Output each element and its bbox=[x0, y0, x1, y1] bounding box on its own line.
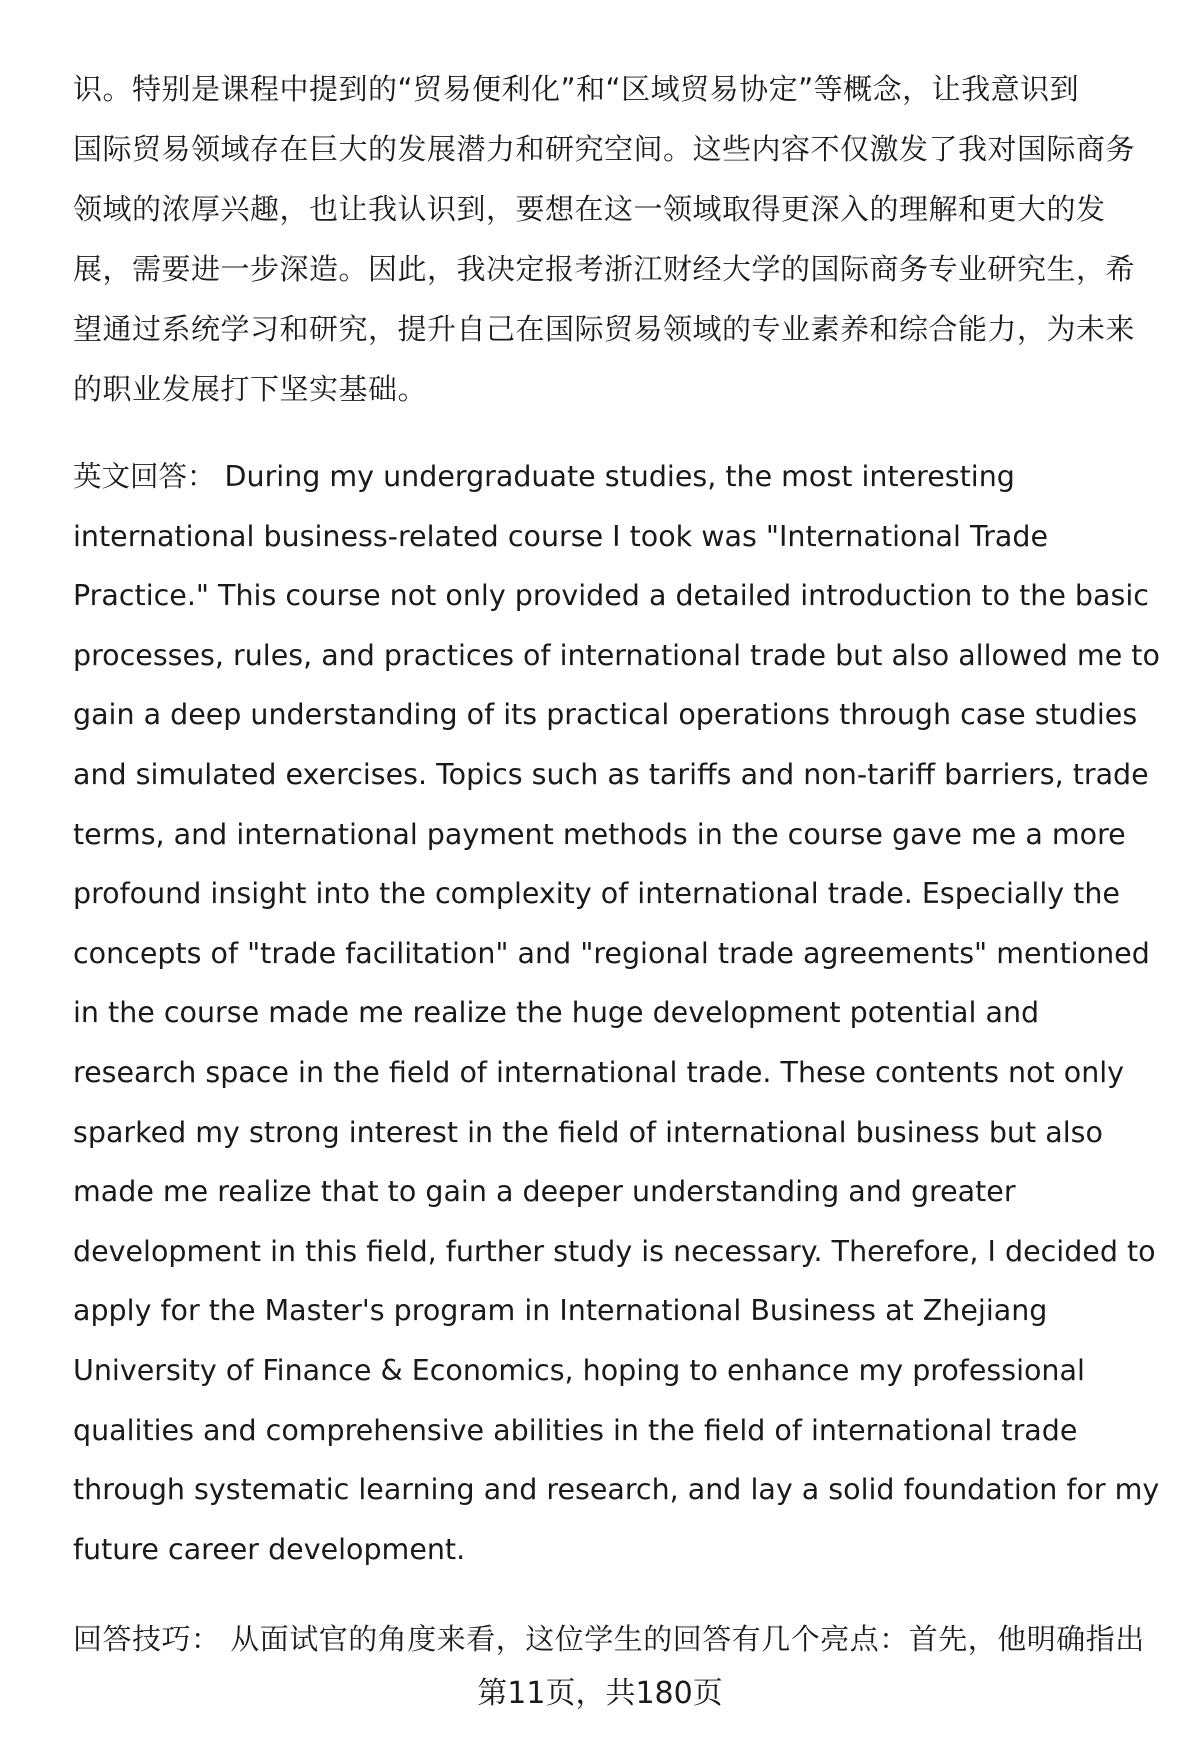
english-answer-line: 英文回答： During my undergraduate studies, the most interesting bbox=[73, 460, 1015, 493]
chinese-paragraph-line: 的职业发展打下坚实基础。 bbox=[73, 372, 428, 406]
english-answer-line: terms, and international payment methods in the course gave me a more bbox=[73, 817, 1126, 851]
english-answer-line: qualities and comprehensive abilities in the field of international trade bbox=[73, 1413, 1078, 1447]
english-answer-line: made me realize that to gain a deeper understanding and greater bbox=[73, 1175, 1016, 1209]
english-answer-line: gain a deep understanding of its practical operations through case studies bbox=[73, 698, 1138, 732]
chinese-paragraph-line: 展，需要进一步深造。因此，我决定报考浙江财经大学的国际商务专业研究生，希 bbox=[73, 252, 1136, 286]
english-answer-line: concepts of "trade facilitation" and "regional trade agreements" mentioned bbox=[73, 936, 1150, 970]
english-answer-line: future career development. bbox=[73, 1532, 466, 1566]
chinese-paragraph-line: 国际贸易领域存在巨大的发展潜力和研究空间。这些内容不仅激发了我对国际商务 bbox=[73, 132, 1136, 166]
english-answer-line: and simulated exercises. Topics such as tariffs and non-tariff barriers, trade bbox=[73, 758, 1149, 791]
english-answer-line: research space in the field of international trade. These contents not only bbox=[73, 1056, 1125, 1089]
chinese-paragraph-line: 识。特别是课程中提到的“贸易便利化”和“区域贸易协定”等概念，让我意识到 bbox=[73, 72, 1080, 106]
answer-tips-line: 回答技巧： 从面试官的角度来看，这位学生的回答有几个亮点：首先，他明确指出 bbox=[73, 1622, 1145, 1656]
english-answer-line: apply for the Master's program in International Business at Zhejiang bbox=[73, 1294, 1048, 1328]
english-answer-line: profound insight into the complexity of international trade. Especially the bbox=[73, 877, 1120, 911]
english-answer-line: processes, rules, and practices of international trade but also allowed me to bbox=[73, 638, 1160, 672]
english-answer-line: in the course made me realize the huge development potential and bbox=[73, 996, 1040, 1030]
page-number-footer: 第11页，共180页 bbox=[477, 1676, 723, 1711]
english-answer-line: University of Finance & Economics, hoping to enhance my professional bbox=[73, 1354, 1085, 1387]
english-answer-line: through systematic learning and research, and lay a solid foundation for my bbox=[73, 1473, 1160, 1507]
english-answer-line: sparked my strong interest in the field of international business but also bbox=[73, 1115, 1103, 1149]
english-answer-line: international business-related course I took was "International Trade bbox=[73, 519, 1049, 553]
english-answer-line: development in this field, further study is necessary. Therefore, I decided to bbox=[73, 1234, 1156, 1268]
english-answer-line: Practice." This course not only provided a detailed introduction to the basic bbox=[73, 579, 1149, 613]
chinese-paragraph-line: 领域的浓厚兴趣，也让我认识到，要想在这一领域取得更深入的理解和更大的发 bbox=[73, 192, 1106, 226]
chinese-paragraph-line: 望通过系统学习和研究，提升自己在国际贸易领域的专业素养和综合能力，为未来 bbox=[73, 312, 1136, 346]
